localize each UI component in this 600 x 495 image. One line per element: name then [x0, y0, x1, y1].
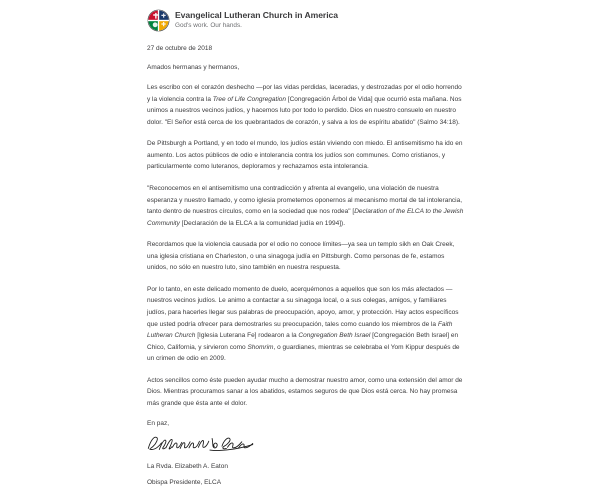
text-run: [Iglesia Luterana Fe] rodearon a la — [195, 332, 299, 340]
text-run: [Congregación Beth Israel] en Chico, California, y sirvieron como — [147, 332, 459, 351]
letter-paragraphs — [147, 82, 465, 410]
letter-paragraph — [147, 375, 465, 410]
text-run: [Declaración de la ELCA a la comunidad judía en 1994]). — [179, 219, 346, 227]
letter-body — [147, 9, 465, 495]
text-run: Actos sencillos como éste pueden ayudar mucho a demostrar nuestro amor, como una extensión del amor de Dios. Mientras procuramos sanar a los abatidos, estamos seguros de que Dios está cerca. No hay promesa más grande que ésta ante el dolor. — [147, 376, 463, 407]
elca-cross-shield-icon — [147, 9, 170, 32]
italic-run: Declaration of the ELCA to the Jewish Community — [147, 208, 464, 227]
organization-tagline: God's work. Our hands. — [175, 22, 242, 30]
text-run: De Pittsburgh a Portland, y en todo el mundo, los judíos están viviendo con miedo. El antisemitismo ha ido en aumento. Los actos públicos de odio e intolerancia contra los judíos son communes. Como cristianos, y particularmente como luteranos, deploramos y rechazamos esta intolerancia. — [147, 140, 463, 171]
italic-run: Faith Lutheran Church — [147, 320, 453, 340]
letter-closing: En paz, — [147, 419, 170, 427]
italic-run: Tree of Life Congregation — [212, 95, 286, 103]
organization-name: Evangelical Lutheran Church in America — [175, 10, 339, 20]
text-run: , o guardianes, mientras se celebraba el Yom Kippur después de un crimen de odio en 2009. — [147, 343, 460, 363]
letterhead — [147, 9, 465, 32]
text-run: "Reconocemos en el antisemitismo una contradicción y afrenta al evangelio, una violación de nuestra esperanza y nuestro llamado, y como iglesia prometemos oponernos al mecanismo mortal de tal intolerancia, tanto dentro de nuestros círculos, como en la sociedad que nos rodea" [ — [147, 184, 463, 216]
letter-paragraph — [147, 138, 465, 173]
text-run: Por lo tanto, en este delicado momento de duelo, acerquémonos a aquellos que son los más afectados —nuestros vecinos judíos. Le animo a contactar a su sinagoga local, o a sus colegas, amigos, y familiares judíos, para hacerles llegar sus palabras de preocupación, apoyo, amor, y protección. Hay actos específicos que usted podría ofrecer para demostrarles su preocupación, tales como cuando los miembros de la — [147, 285, 459, 328]
letter-paragraph — [147, 284, 465, 365]
handwritten-signature — [145, 429, 465, 459]
text-run: [Congregación Árbol de Vida] que ocurrió esta mañana. Nos unimos a nuestros vecinos judíos, y hacemos luto por todo lo perdido. Dios en nuestro consuelo en nuestro dolor. "El Señor está cerca de los quebrantados de corazón, y salva a los de espíritu abatido" (Salmo 34:18). — [147, 95, 462, 126]
signer-name: La Rvda. Elizabeth A. Eaton — [147, 462, 228, 470]
letter-date: 27 de octubre de 2018 — [147, 45, 213, 52]
signer-title: Obispa Presidente, ELCA — [147, 478, 222, 486]
text-run: Recordamos que la violencia causada por el odio no conoce límites—ya sea un templo sikh en Oak Creek, una iglesia cristiana en Charleston, o una sinagoga judía en Pittsburgh. Como personas de fe, estamos unidos, no sólo en nuestro luto, sino también en nuestra respuesta. — [147, 241, 455, 272]
letter-paragraph — [147, 239, 465, 274]
letter-paragraph — [147, 82, 465, 128]
letter-paragraph — [147, 183, 465, 229]
italic-run: Shomrim — [247, 343, 274, 351]
brand-text-block — [175, 9, 338, 30]
letter-salutation: Amados hermanas y hermanos, — [147, 64, 240, 71]
text-run: Les escribo con el corazón deshecho —por las vidas perdidas, laceradas, y destrozadas por el odio horrendo y la violencia contra la — [147, 84, 462, 103]
italic-run: Congregation Beth Israel — [298, 332, 371, 340]
